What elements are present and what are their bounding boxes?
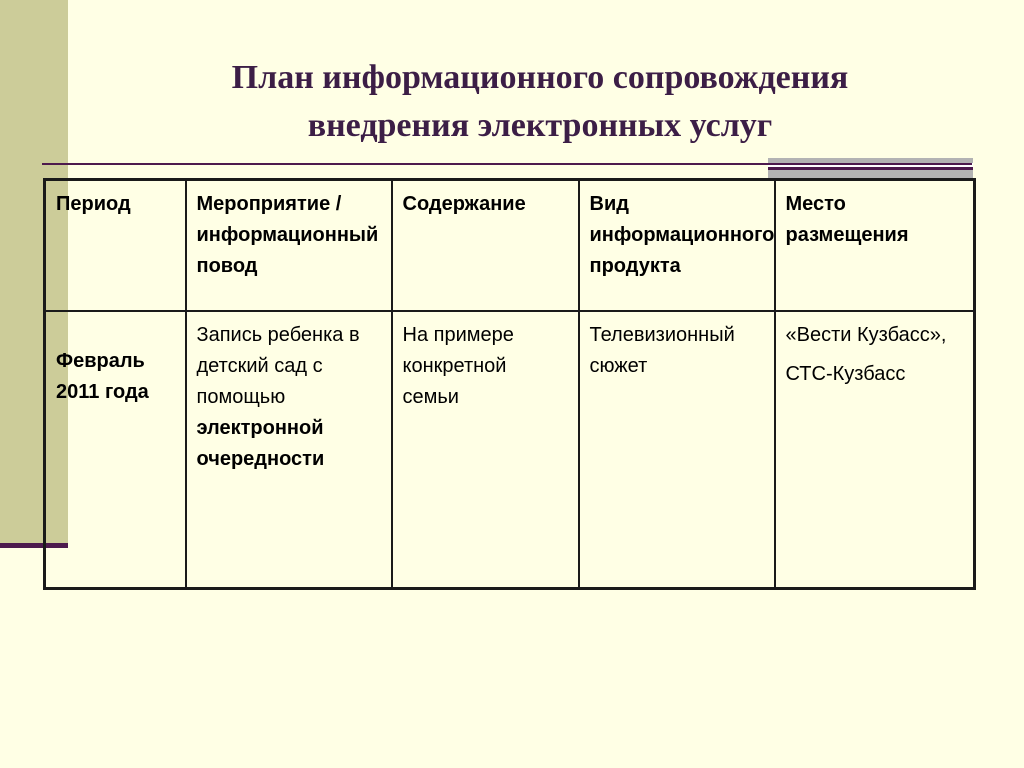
header-period: Период (45, 180, 186, 312)
cell-placement (775, 311, 975, 589)
table-row (45, 311, 975, 589)
header-event: Мероприятие / информационный повод (186, 180, 392, 312)
event-text: Запись ребенка в детский сад с помощью (196, 324, 360, 408)
event-text-bold: электронной очередности (196, 417, 325, 470)
header-content: Содержание (392, 180, 579, 312)
slide-title (120, 54, 960, 150)
header-placement: Место размещения (775, 180, 975, 312)
title-rule-accent-line (768, 167, 973, 170)
plan-table (43, 178, 976, 590)
title-line-2: внедрения электронных услуг (307, 107, 773, 144)
placement-line-2: СТС-Кузбасс (785, 363, 906, 385)
cell-event (186, 311, 392, 589)
title-rule (42, 163, 972, 165)
cell-product: Телевизионный сюжет (579, 311, 775, 589)
cell-content: На примере конкретной семьи (392, 311, 579, 589)
header-product: Вид информационного продукта (579, 180, 775, 312)
title-line-1: План информационного сопровождения (231, 59, 849, 96)
table-header-row (45, 180, 975, 312)
placement-line-1: «Вести Кузбасс», (785, 324, 947, 346)
cell-period: Февраль 2011 года (45, 311, 186, 589)
